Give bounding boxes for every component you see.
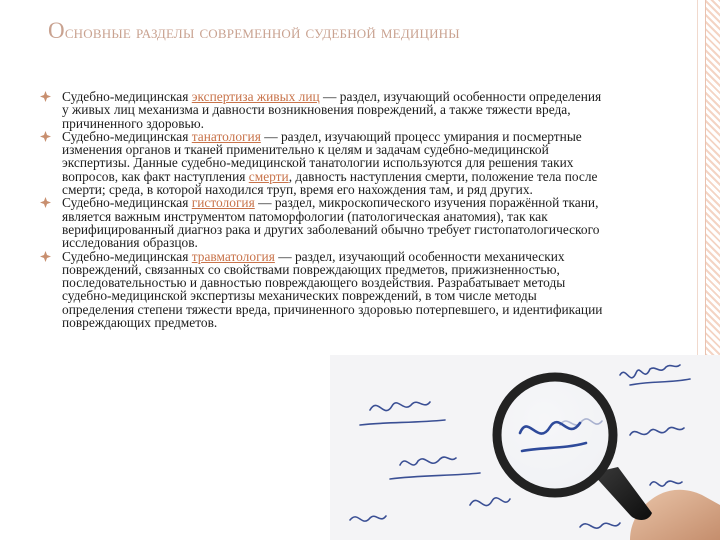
- link-thanatology[interactable]: танатология: [191, 128, 261, 144]
- item-prefix: Судебно-медицинская: [62, 89, 192, 104]
- bullet-list: [36, 90, 606, 329]
- diamond-bullet-icon: [40, 131, 52, 143]
- slide-title-first-letter: О: [48, 18, 65, 43]
- slide-title: [48, 14, 648, 50]
- item-text: — раздел, микроскопического изучения поражённой ткани, является важным инструментом патоморфологии (патологическая анатомия), так как верифицированный диагноз рака и других заболеваний обычно требует гистопатологического исследования образцов.: [62, 195, 600, 251]
- list-item-traumatology: [36, 250, 606, 330]
- link-death[interactable]: смерти: [248, 168, 289, 184]
- link-living-persons-expertise[interactable]: экспертиза живых лиц: [191, 89, 320, 104]
- item-text-end: , давность наступления смерти, положение тела после смерти; среда, в которой находился труп, время его нахождения там, и ряд других.: [62, 168, 598, 198]
- item-text: — раздел, изучающий особенности механических повреждений, связанных со свойствами повреждающих предметов, прижизненностью, последовательностью и давностью повреждающего воздействия. Разрабатывает методы судебно-медицинской экспертизы механических повреждений, в том числе методы определения степени тяжести вреда, причиненного здоровью потерпевшего, и идентификации повреждающих предметов.: [62, 248, 603, 331]
- item-text: — раздел, изучающий процесс умирания и посмертные изменения органов и тканей применительно к целям и задачам судебно-медицинской экспертизы. Данные судебно-медицинской танатологии используются для решения таких вопросов, как факт наступления: [62, 128, 582, 184]
- diamond-bullet-icon: [40, 91, 52, 103]
- item-prefix: Судебно-медицинская: [62, 248, 192, 264]
- diamond-bullet-icon: [40, 197, 52, 209]
- list-item-histology: [36, 196, 606, 249]
- list-item-thanatology: [36, 130, 606, 196]
- signatures-magnifier-photo: [330, 355, 720, 540]
- link-traumatology[interactable]: травматология: [191, 248, 275, 264]
- link-histology[interactable]: гистология: [191, 195, 255, 211]
- diamond-bullet-icon: [40, 251, 52, 263]
- list-item-expertise: [36, 90, 606, 130]
- item-text: — раздел, изучающий особенности определения у живых лиц механизма и давности возникновения повреждений, а также тяжести вреда, причиненного здоровью.: [62, 89, 602, 131]
- slide-title-rest: сновные разделы современной судебной медицины: [64, 22, 460, 43]
- item-prefix: Судебно-медицинская: [62, 128, 192, 144]
- item-prefix: Судебно-медицинская: [62, 195, 192, 211]
